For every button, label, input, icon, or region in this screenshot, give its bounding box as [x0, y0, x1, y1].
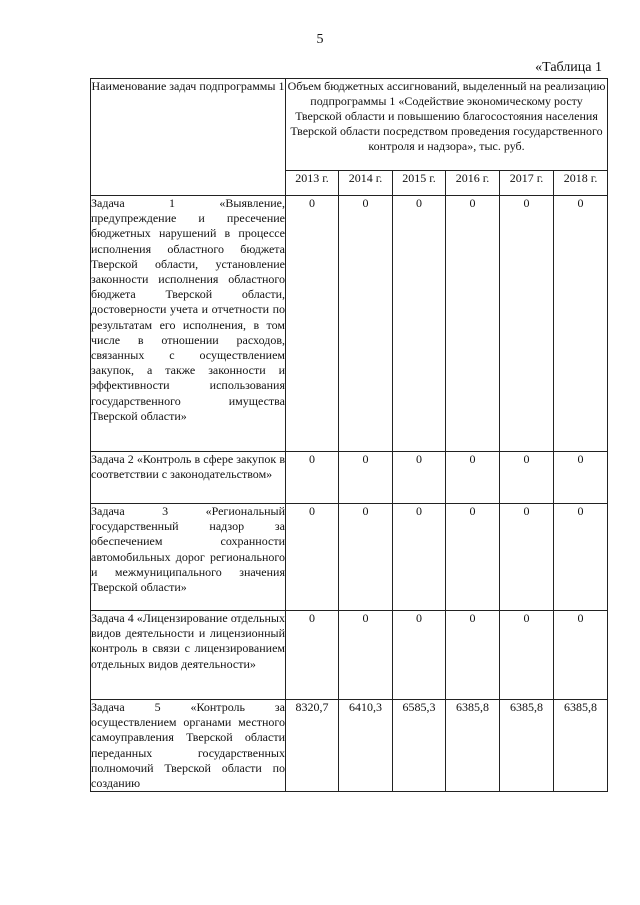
year-header: 2017 г.: [500, 171, 554, 196]
value-cell: 0: [393, 196, 446, 452]
value-cell: 6385,8: [554, 700, 608, 792]
task-name: Задача 1 «Выявление, предупреждение и пресечение бюджетных нарушений в процессе исполнения областного бюджета Тверской области, установление законности исполнения областного бюджета Тверской области, достоверности учета и отчетности по результатам его исполнения, в том числе в отношении расходов, связанных с осуществлением закупок, а также законности и эффективности использования государственного имущества Тверской области»: [91, 196, 286, 452]
value-cell: 0: [554, 504, 608, 611]
value-cell: 0: [286, 504, 339, 611]
task-name-header: Наименование задач подпрограммы 1: [91, 79, 286, 196]
value-cell: 6385,8: [500, 700, 554, 792]
value-cell: 0: [339, 196, 393, 452]
table-row: [91, 452, 608, 504]
value-cell: 0: [446, 452, 500, 504]
year-header: 2016 г.: [446, 171, 500, 196]
value-cell: 6385,8: [446, 700, 500, 792]
table-row: [91, 504, 608, 611]
value-cell: 6585,3: [393, 700, 446, 792]
value-cell: 0: [554, 452, 608, 504]
value-cell: 0: [286, 611, 339, 700]
budget-volume-header: Объем бюджетных ассигнований, выделенный на реализацию подпрограммы 1 «Содействие экономическому росту Тверской области и повышению благосостояния населения Тверской области посредством проведения государственного контроля и надзора», тыс. руб.: [286, 79, 608, 171]
year-header: 2015 г.: [393, 171, 446, 196]
task-name: Задача 2 «Контроль в сфере закупок в соответствии с законодательством»: [91, 452, 286, 504]
value-cell: 0: [393, 452, 446, 504]
value-cell: 0: [339, 452, 393, 504]
value-cell: 0: [500, 611, 554, 700]
value-cell: 0: [339, 504, 393, 611]
table-caption: «Таблица 1: [535, 60, 602, 75]
value-cell: 0: [286, 196, 339, 452]
value-cell: 0: [554, 196, 608, 452]
task-name: Задача 3 «Региональный государственный надзор за обеспечением сохранности автомобильных дорог регионального и межмуниципального значения Тверской области»: [91, 504, 286, 611]
value-cell: 0: [446, 611, 500, 700]
value-cell: 0: [500, 452, 554, 504]
value-cell: 0: [446, 196, 500, 452]
value-cell: 0: [554, 611, 608, 700]
value-cell: 0: [446, 504, 500, 611]
table-row: [91, 611, 608, 700]
year-header: 2013 г.: [286, 171, 339, 196]
value-cell: 6410,3: [339, 700, 393, 792]
budget-table: [90, 78, 608, 792]
task-name: Задача 4 «Лицензирование отдельных видов деятельности и лицензионный контроль в связи с лицензированием отдельных видов деятельности»: [91, 611, 286, 700]
header-row: [91, 79, 608, 171]
value-cell: 0: [393, 504, 446, 611]
table-row: [91, 196, 608, 452]
value-cell: 8320,7: [286, 700, 339, 792]
value-cell: 0: [500, 196, 554, 452]
table-row: [91, 700, 608, 792]
value-cell: 0: [286, 452, 339, 504]
year-header: 2018 г.: [554, 171, 608, 196]
page-number: 5: [316, 32, 324, 47]
value-cell: 0: [393, 611, 446, 700]
value-cell: 0: [500, 504, 554, 611]
value-cell: 0: [339, 611, 393, 700]
year-header: 2014 г.: [339, 171, 393, 196]
task-name: Задача 5 «Контроль за осуществлением органами местного самоуправления Тверской области переданных государственных полномочий Тверской области по созданию: [91, 700, 285, 791]
